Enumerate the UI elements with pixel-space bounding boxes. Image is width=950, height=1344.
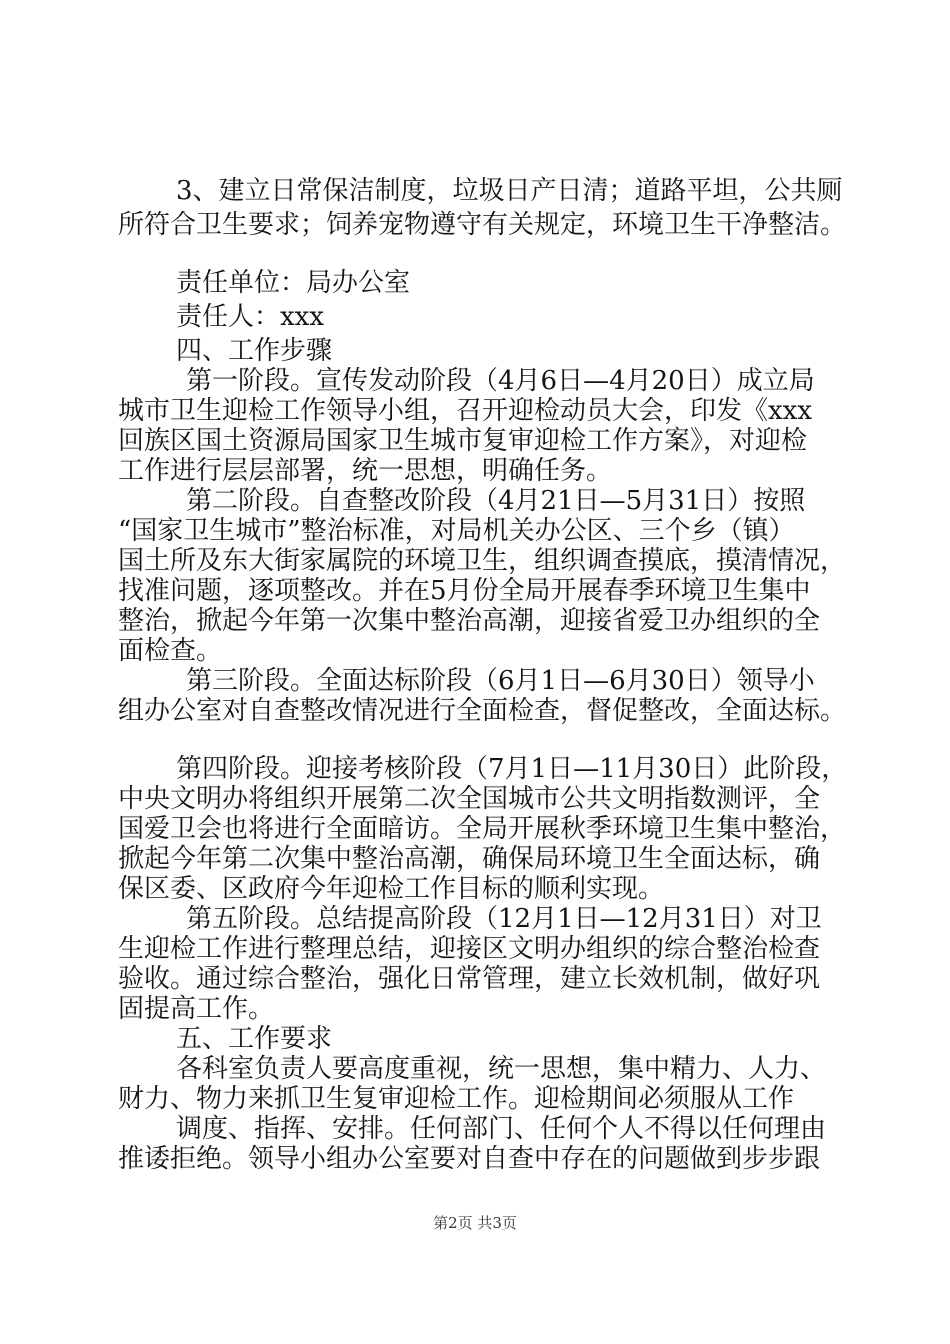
paragraph-line: 掀起今年第二次集中整治高潮，确保局环境卫生全面达标，确 <box>118 844 821 874</box>
section-heading: 五、工作要求 <box>176 1024 333 1054</box>
paragraph-line: 国爱卫会也将进行全面暗访。全局开展秋季环境卫生集中整治， <box>118 814 847 844</box>
paragraph-line: 责任单位：局办公室 <box>176 268 411 298</box>
paragraph-line: 整治，掀起今年第一次集中整治高潮，迎接省爱卫办组织的全 <box>118 606 821 636</box>
paragraph-line: 第二阶段。自查整改阶段（4月21日—5月31日）按照 <box>186 486 806 516</box>
paragraph-line: 城市卫生迎检工作领导小组，召开迎检动员大会，印发《xxx <box>118 396 812 426</box>
paragraph-line: 回族区国土资源局国家卫生城市复审迎检工作方案》，对迎检 <box>118 426 808 456</box>
paragraph-line: 第一阶段。宣传发动阶段（4月6日—4月20日）成立局 <box>186 366 815 396</box>
paragraph-line: 责任人：xxx <box>176 302 324 332</box>
paragraph-line: 验收。通过综合整治，强化日常管理，建立长效机制，做好巩 <box>118 964 821 994</box>
paragraph-line: 保区委、区政府今年迎检工作目标的顺利实现。 <box>118 874 665 904</box>
paragraph-line: 国土所及东大街家属院的环境卫生，组织调查摸底，摸清情况， <box>118 546 847 576</box>
paragraph-line: 推诿拒绝。领导小组办公室要对自查中存在的问题做到步步跟 <box>118 1144 821 1174</box>
section-heading: 四、工作步骤 <box>176 336 333 366</box>
paragraph-line: 第五阶段。总结提高阶段（12月1日—12月31日）对卫 <box>186 904 822 934</box>
paragraph-line: 调度、指挥、安排。任何部门、任何个人不得以任何理由 <box>176 1114 827 1144</box>
paragraph-line: 面检查。 <box>118 636 223 666</box>
paragraph-line: 生迎检工作进行整理总结，迎接区文明办组织的综合整治检查 <box>118 934 821 964</box>
paragraph-line: 固提高工作。 <box>118 994 275 1024</box>
paragraph-line: 第四阶段。迎接考核阶段（7月1日—11月30日）此阶段， <box>176 754 848 784</box>
paragraph-line: 第三阶段。全面达标阶段（6月1日—6月30日）领导小 <box>186 666 815 696</box>
page-number-footer: 第2页 共3页 <box>433 1214 517 1232</box>
paragraph-line: 财力、物力来抓卫生复审迎检工作。迎检期间必须服从工作 <box>118 1084 795 1114</box>
paragraph-line: “国家卫生城市”整治标准，对局机关办公区、三个乡（镇） <box>118 516 795 546</box>
paragraph-line: 组办公室对自查整改情况进行全面检查，督促整改，全面达标。 <box>118 696 847 726</box>
paragraph-line: 工作进行层层部署，统一思想，明确任务。 <box>118 456 613 486</box>
paragraph-line: 3、建立日常保洁制度，垃圾日产日清；道路平坦，公共厕 <box>176 176 843 206</box>
paragraph-line: 各科室负责人要高度重视，统一思想，集中精力、人力、 <box>176 1054 827 1084</box>
paragraph-line: 中央文明办将组织开展第二次全国城市公共文明指数测评，全 <box>118 784 821 814</box>
paragraph-line: 找准问题，逐项整改。并在5月份全局开展春季环境卫生集中 <box>118 576 811 606</box>
paragraph-line: 所符合卫生要求；饲养宠物遵守有关规定，环境卫生干净整洁。 <box>118 210 847 240</box>
